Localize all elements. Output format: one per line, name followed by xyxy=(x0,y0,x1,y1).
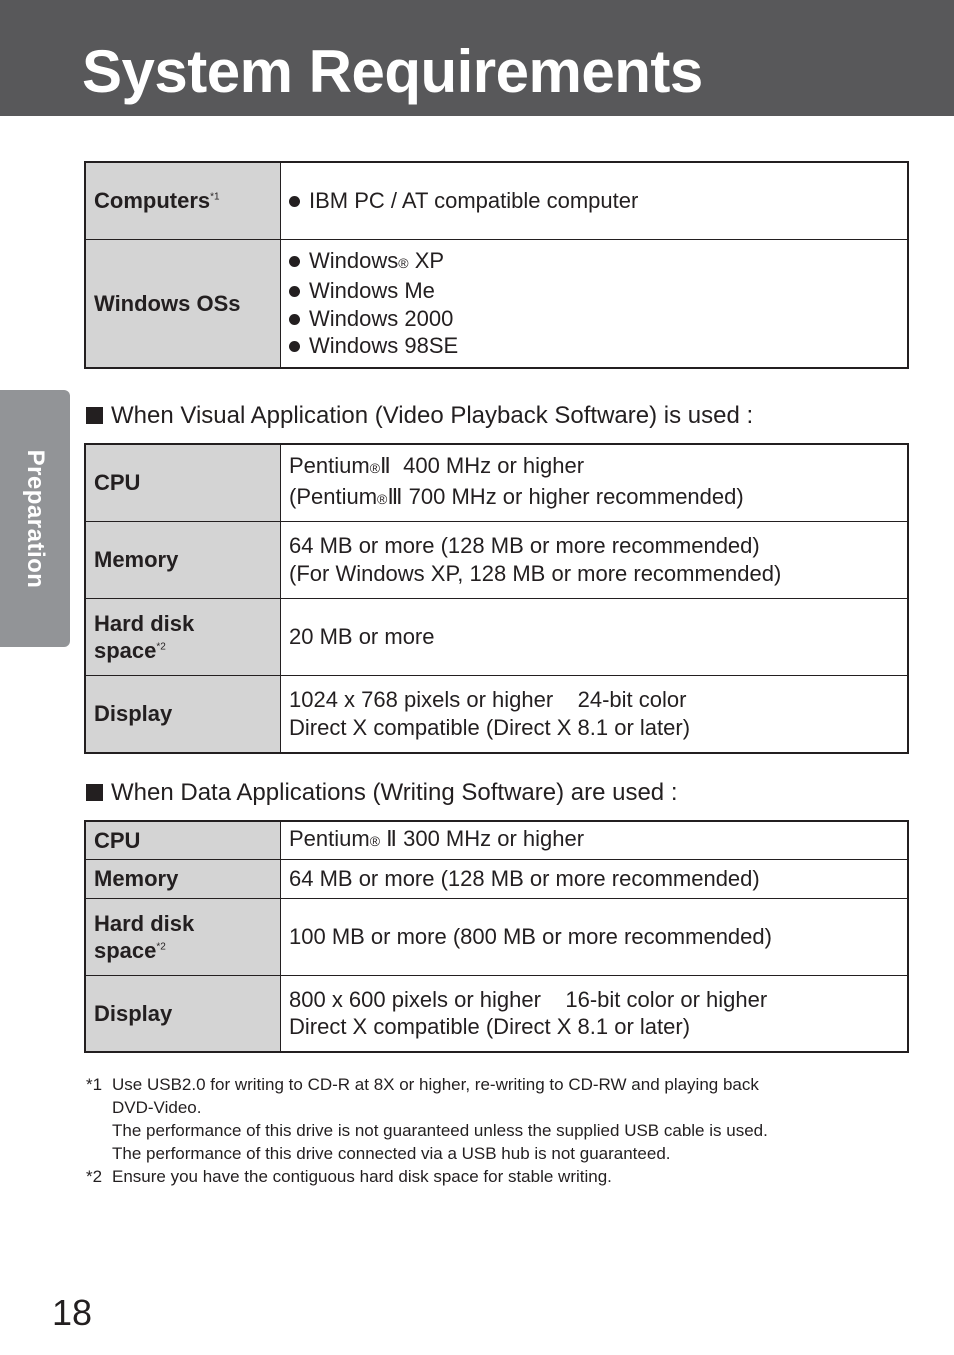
table-row xyxy=(85,239,908,368)
memory-value: 64 MB or more (128 MB or more recommended) xyxy=(281,859,909,898)
square-bullet-icon xyxy=(86,407,103,424)
cpu-label: CPU xyxy=(85,821,281,859)
table-row xyxy=(85,898,908,975)
hard-disk-label: Hard disk space$^{*2}$ xyxy=(85,898,281,975)
page-header xyxy=(0,0,954,116)
footnote-1: *1 Use USB2.0 for writing to CD-R at 8X or higher, re-writing to CD-RW and playing back DVD-Video. The performance of this drive is not guaranteed unless the supplied USB cable is used. The performance of this drive connected via a USB hub is not guaranteed. xyxy=(86,1075,768,1163)
table-row xyxy=(85,598,908,675)
computers-label: Computers$^{*1}$ xyxy=(85,162,281,239)
memory-label: Memory xyxy=(85,859,281,898)
table-row xyxy=(85,675,908,753)
footnotes xyxy=(86,1073,846,1188)
bullet-icon xyxy=(289,256,300,267)
bullet-icon xyxy=(289,341,300,352)
footnote-2: *2 Ensure you have the contiguous hard disk space for stable writing. xyxy=(86,1167,612,1186)
display-label: Display xyxy=(85,675,281,753)
data-section-heading: When Data Applications (Writing Software) are used : xyxy=(86,778,677,808)
hard-disk-label: Hard disk space$^{*2}$ xyxy=(85,598,281,675)
table-row xyxy=(85,162,908,239)
side-tab-label: Preparation xyxy=(22,449,49,588)
table-row xyxy=(85,444,908,521)
cpu-value: Pentium® Ⅱ 300 MHz or higher xyxy=(281,821,909,859)
section-side-tab xyxy=(0,390,70,647)
windows-oss-value: Windows® XP Windows Me Windows 2000 Windows 98SE xyxy=(281,239,909,368)
square-bullet-icon xyxy=(86,784,103,801)
windows-oss-label: Windows OSs xyxy=(85,239,281,368)
data-requirements-table xyxy=(84,820,909,1053)
display-label: Display xyxy=(85,975,281,1052)
display-value: 800 x 600 pixels or higher 16-bit color or higher Direct X compatible (Direct X 8.1 or later) xyxy=(281,975,909,1052)
display-value: 1024 x 768 pixels or higher 24-bit color Direct X compatible (Direct X 8.1 or later) xyxy=(281,675,909,753)
memory-label: Memory xyxy=(85,521,281,598)
computers-value: IBM PC / AT compatible computer xyxy=(281,162,909,239)
visual-requirements-table xyxy=(84,443,909,754)
memory-value: 64 MB or more (128 MB or more recommended) (For Windows XP, 128 MB or more recommended) xyxy=(281,521,909,598)
bullet-icon xyxy=(289,196,300,207)
page-number: 18 xyxy=(52,1292,93,1333)
hard-disk-value: 100 MB or more (800 MB or more recommended) xyxy=(281,898,909,975)
general-requirements-table xyxy=(84,161,909,369)
bullet-icon xyxy=(289,314,300,325)
visual-section-heading: When Visual Application (Video Playback Software) is used : xyxy=(86,401,753,431)
table-row xyxy=(85,859,908,898)
table-row xyxy=(85,975,908,1052)
table-row xyxy=(85,821,908,859)
hard-disk-value: 20 MB or more xyxy=(281,598,909,675)
cpu-label: CPU xyxy=(85,444,281,521)
table-row xyxy=(85,521,908,598)
bullet-icon xyxy=(289,286,300,297)
cpu-value: Pentium®Ⅱ 400 MHz or higher (Pentium®Ⅲ 700 MHz or higher recommended) xyxy=(281,444,909,521)
page-title: System Requirements xyxy=(82,38,703,105)
